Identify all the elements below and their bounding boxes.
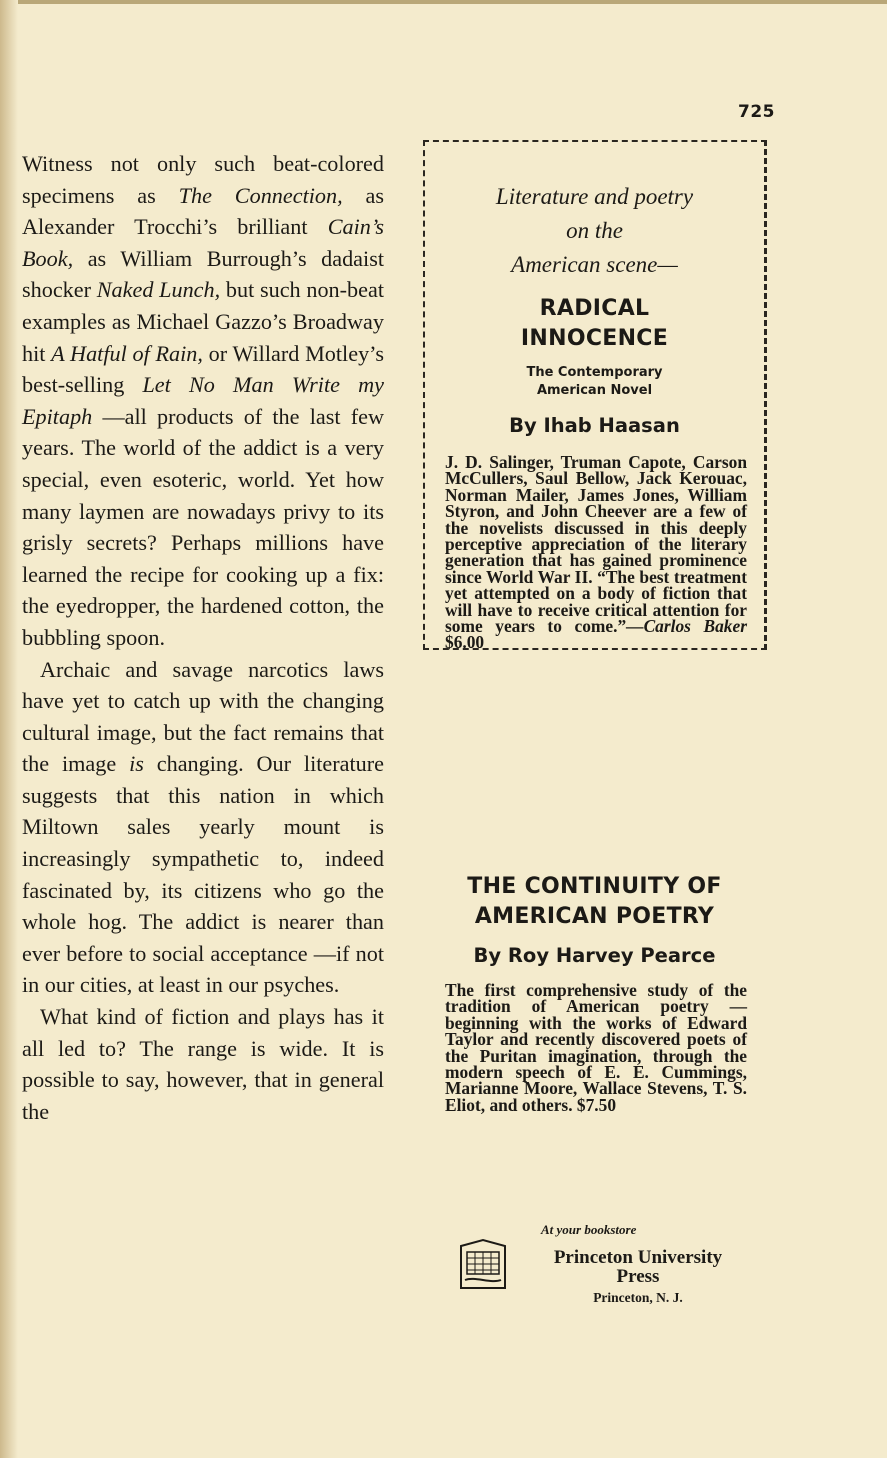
book1-title-line: INNOCENCE <box>520 326 669 351</box>
publisher-name <box>522 1248 754 1286</box>
page-number: 725 <box>738 102 775 122</box>
book1-price: $6.00 <box>445 632 485 653</box>
book1-subtitle <box>425 364 764 400</box>
article-paragraph <box>22 148 384 654</box>
italic-title: A Hatful of Rain, <box>51 340 203 366</box>
book1-byline: By Ihab Haasan <box>509 414 680 437</box>
book2-description-text: The first comprehensive study of the tradition of American poetry — beginning with the works of Edward Taylor and recently discovered poets of the Puritan imagination, through the modern speech of E. E. Cummings, Marianne Moore, Wallace Stevens, T. S. Eliot, and others. <box>445 980 747 1115</box>
book1-title <box>425 294 764 354</box>
book1-description <box>445 454 747 651</box>
book1-subtitle-line: The Contemporary <box>526 365 663 380</box>
book2-description <box>445 982 747 1113</box>
article-column <box>22 148 384 1127</box>
book2-title-line: THE CONTINUITY OF <box>467 874 722 899</box>
italic-title: The Connection, <box>178 182 343 208</box>
bookstore-line: At your bookstore <box>541 1222 637 1237</box>
book2-price: $7.50 <box>576 1094 617 1115</box>
text-run: as William Burrough’s dadaist shocker <box>22 245 384 303</box>
book2-byline: By Roy Harvey Pearce <box>473 944 716 967</box>
princeton-press-seal-icon <box>457 1238 509 1294</box>
publisher-name-line: Princeton University <box>553 1247 723 1268</box>
publisher-city: Princeton, N. J. <box>593 1290 683 1305</box>
book2-title <box>425 872 764 932</box>
text-run: as Alexander Trocchi’s brilliant <box>22 182 385 240</box>
italic-title: Cain’s Book, <box>22 214 384 271</box>
publisher-name-line: Press <box>616 1266 660 1287</box>
book1-title-line: RADICAL <box>539 296 650 321</box>
article-paragraph <box>22 1001 384 1127</box>
top-edge <box>0 0 887 4</box>
ad-tagline <box>425 180 764 282</box>
text-run: Archaic and savage narcotics laws have yet to catch up with the changing cultural image, but the fact remains that the image <box>22 656 384 777</box>
text-run: Witness not only such beat-colored specimens as <box>22 151 384 208</box>
ad-tagline-line: Literature and poetry <box>495 184 694 209</box>
italic-title: is <box>129 751 144 777</box>
text-run: changing. Our literature suggests that this nation in which Miltown sales yearly mount is increasingly sympathetic to, indeed fascinated by, its citizens who go the whole hog. The addict is nearer than ever before to social acceptance —if not in our cities, at least in our psyches. <box>22 751 384 998</box>
text-run: or Willard Motley’s best-selling <box>22 340 384 398</box>
italic-title: Naked Lunch, <box>96 277 221 303</box>
italic-title: Let No Man Write my Epitaph <box>22 372 384 429</box>
book1-quote-author: —Carlos Baker <box>626 616 747 637</box>
ad-tagline-line: American scene— <box>511 252 678 277</box>
text-run: but such non-beat examples as Michael Gazzo’s Broadway hit <box>22 277 384 366</box>
article-paragraph <box>22 654 384 1002</box>
book1-subtitle-line: American Novel <box>536 383 653 398</box>
page-gutter-shadow <box>0 0 18 1458</box>
book1-description-text: J. D. Salinger, Truman Capote, Carson McCullers, Saul Bellow, Jack Kerouac, Norman Mailer, James Jones, William Styron, and John Cheever are a few of the novelists discussed in this deeply perceptive appreciation of the literary generation that has gained prominence since World War II. “The best treatment yet attempted on a body of fiction that will have to receive critical attention for some years to come.” <box>445 452 747 637</box>
book2-title-line: AMERICAN POETRY <box>474 904 715 929</box>
ad-tagline-line: on the <box>566 218 623 243</box>
text-run: What kind of fiction and plays has it all led to? The range is wide. It is possible to say, however, that in general the <box>22 1004 384 1124</box>
text-run: —all products of the last few years. The world of the addict is a very special, even esoteric, world. Yet how many laymen are nowadays privy to its grisly secrets? Perhaps millions have learned the recipe for cooking up a fix: the eyedropper, the hardened cotton, the bubbling spoon. <box>22 403 384 650</box>
book-advertisement <box>423 140 767 1115</box>
